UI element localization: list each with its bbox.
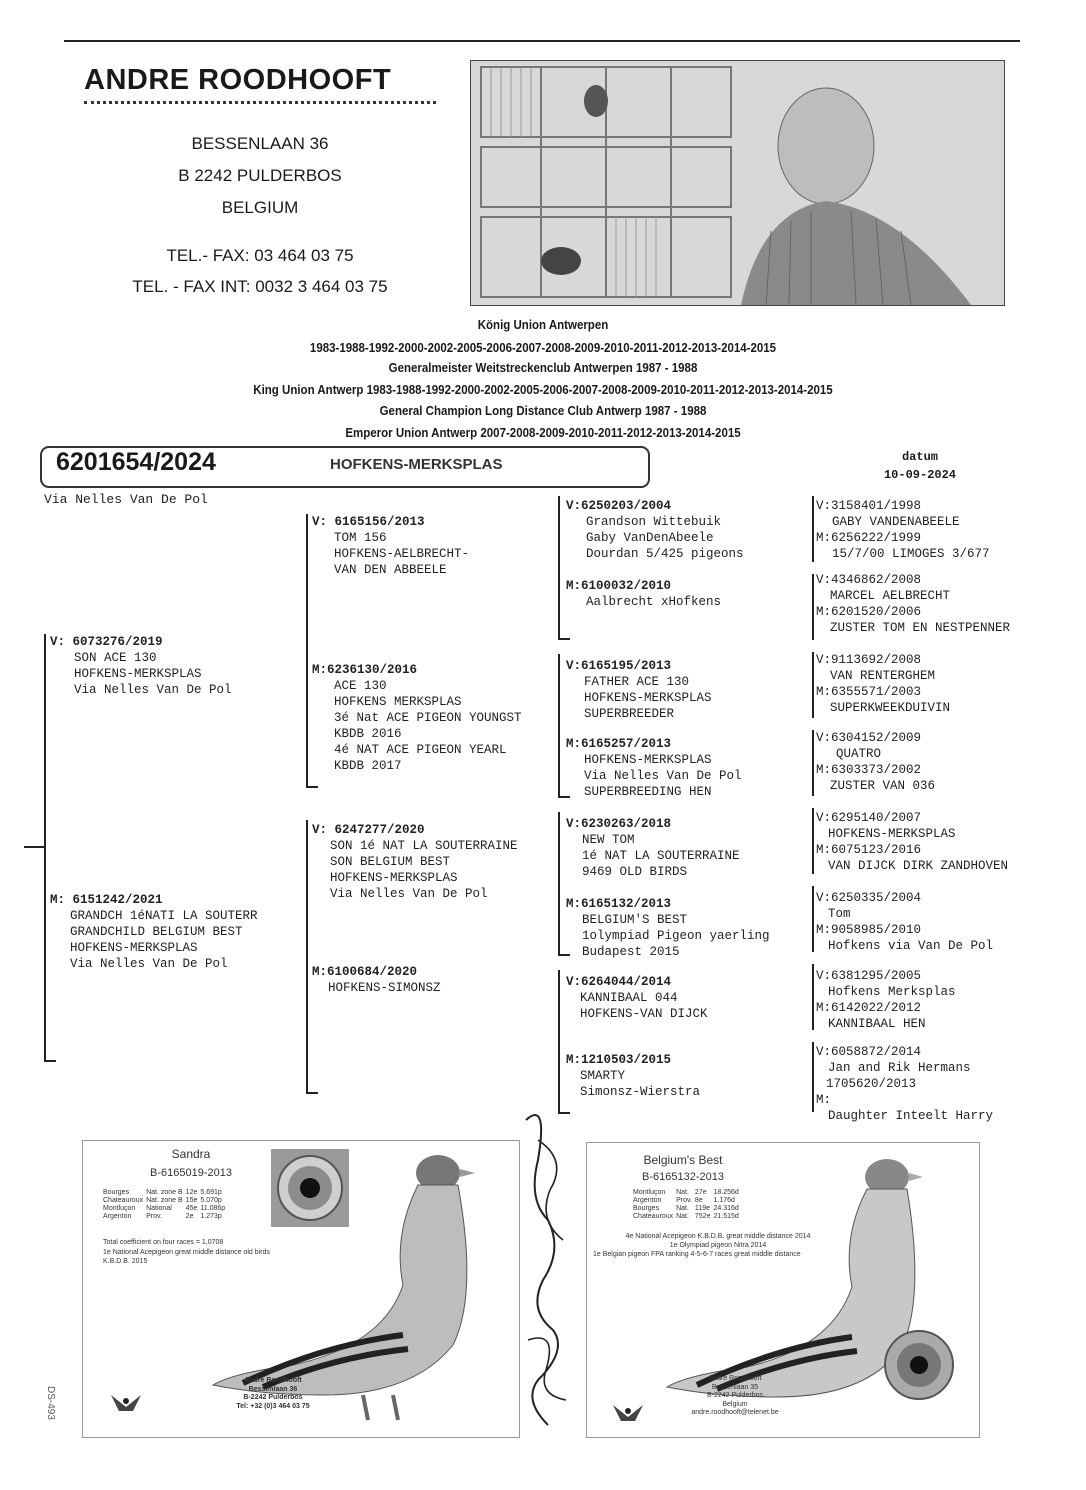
pigeon-note: Via Nelles Van De Pol [44,492,208,507]
gen2-line: 3é Nat ACE PIGEON YOUNGST [334,711,522,725]
gen1-sire [50,634,232,698]
gen2-dd [312,964,441,996]
gen3-line: HOFKENS-MERKSPLAS [584,691,712,705]
loft-name: HOFKENS-MERKSPLAS [330,456,503,473]
gen4-line: Hofkens Merksplas [828,985,956,999]
gen1-dam-line: HOFKENS-MERKSPLAS [70,941,198,955]
gen1-dam-line: GRANDCH 1éNATI LA SOUTERR [70,909,258,923]
gen2-line: KBDB 2017 [334,759,402,773]
gen4-line: 1705620/2013 [826,1077,917,1091]
gen2-line: HOFKENS-MERKSPLAS [330,871,458,885]
bracket-gen2-sire [306,514,308,786]
bracket-gen4-2 [812,574,814,640]
title-line-5: General Champion Long Distance Club Antwerp 1987 - 1988 [379,404,707,418]
address-city: B 2242 PULDERBOS [178,166,342,185]
gen4-line: M:6142022/2012 [816,1001,922,1015]
address-country: BELGIUM [221,198,299,217]
bracket-gen4-5 [812,808,814,874]
gen1-sire-ring: V: 6073276/2019 [50,635,163,649]
signature [508,1100,588,1430]
kbdb-logo-icon [611,1399,645,1429]
gen3-ring: V:6250203/2004 [566,499,672,513]
bracket-gen4-4 [812,730,814,796]
gen4-line: GABY VANDENABEELE [832,515,960,529]
gen3-line: FATHER ACE 130 [584,675,690,689]
gen3-ring: M:6100032/2010 [566,579,672,593]
side-code: DS-493 [45,1386,56,1420]
bracket-gen4-8 [812,1042,814,1112]
gen4-line: Hofkens via Van De Pol [828,939,994,953]
bracket-gen4-6 [812,886,814,952]
gen2-line: HOFKENS MERKSPLAS [334,695,462,709]
gen4-entry-1 [816,498,990,562]
gen2-sd [312,662,522,774]
gen4-entry-6 [816,890,993,954]
card-sandra-owner: Andre Roodhooft Bessenlaan 36 B-2242 Pulderbos Tel: +32 (0)3 464 03 75 [236,1377,310,1410]
gen4-line: V:6250335/2004 [816,891,922,905]
gen4-line: 15/7/00 LIMOGES 3/677 [832,547,990,561]
ring-number: 6201654/2024 [56,448,216,476]
gen3-entry-4 [566,736,742,800]
bracket-gen2-dam [306,820,308,1092]
gen4-line: VAN DIJCK DIRK ZANDHOVEN [828,859,1009,873]
gen1-sire-line: SON ACE 130 [74,651,157,665]
tick-gen1-end [44,1060,56,1062]
datum-block [880,448,960,484]
gen3-line: Budapest 2015 [582,945,680,959]
gen4-line: M:6201520/2006 [816,605,922,619]
gen3-line: 9469 OLD BIRDS [582,865,688,879]
gen2-ring: M:6100684/2020 [312,965,418,979]
breeder-name: ANDRE ROODHOOFT [84,64,392,96]
datum-label: datum [901,450,938,464]
gen3-line: Gaby VanDenAbeele [586,531,714,545]
card-bb-note3: 1e Belgian pigeon FPA ranking 4-5-6-7 races great middle distance [593,1251,801,1258]
bracket-gen4-3 [812,652,814,718]
address-street: BESSENLAAN 36 [191,134,329,153]
card-sandra-results: Bourges Nat. zone B 12e 5.691p Chateauroux Nat. zone B 15e 5.070p Montluçon National 45e 11.086p Argenton Prov. 2e 1.273p [103,1189,226,1220]
gen1-sire-line: HOFKENS-MERKSPLAS [74,667,202,681]
gen3-line: Dourdan 5/425 pigeons [586,547,744,561]
gen2-line: TOM 156 [334,531,387,545]
card-bb-name: Belgium's Best [643,1153,723,1167]
bracket-gen3-3 [558,812,560,954]
gen3-entry-6 [566,896,770,960]
gen3-entry-7 [566,974,708,1022]
tick-g3a [558,638,570,640]
gen4-entry-3 [816,652,950,716]
card-sandra-note1: Total coefficient on four races = 1,0708 [103,1239,224,1246]
gen4-line: M:6303373/2002 [816,763,922,777]
gen4-line: V:6295140/2007 [816,811,922,825]
tick-g2a [306,786,318,788]
gen2-line: KBDB 2016 [334,727,402,741]
gen4-line: V:6381295/2005 [816,969,922,983]
bracket-gen3-1 [558,496,560,638]
card-sandra-ring: B-6165019-2013 [150,1167,232,1179]
card-sandra-name: Sandra [171,1147,211,1161]
breeder-photo [470,60,1005,306]
gen4-line: ZUSTER TOM EN NESTPENNER [830,621,1011,635]
card-bb-note2: 1e Olympiad pigeon Nitra 2014 [669,1242,767,1249]
gen3-line: SUPERBREEDING HEN [584,785,712,799]
gen3-ring: M:6165257/2013 [566,737,672,751]
gen2-line: HOFKENS-AELBRECHT- [334,547,470,561]
gen4-line: M:6256222/1999 [816,531,922,545]
gen3-entry-3 [566,658,712,722]
bracket-gen4-1 [812,496,814,562]
gen4-entry-4 [816,730,935,794]
gen4-line: M: [816,1093,832,1107]
gen3-ring: M:1210503/2015 [566,1053,672,1067]
gen2-line: 4é NAT ACE PIGEON YEARL [334,743,507,757]
gen2-line: Via Nelles Van De Pol [330,887,488,901]
bracket-gen3-4 [558,970,560,1112]
top-rule [64,40,1020,42]
gen4-line: ZUSTER VAN 036 [830,779,936,793]
gen4-line: V:6304152/2009 [816,731,922,745]
gen4-line: HOFKENS-MERKSPLAS [828,827,956,841]
dotted-underline [84,101,436,104]
card-sandra-note2: 1e National Acepigeon great middle distance old birds K.B.D.B. 2015 [103,1249,270,1265]
gen4-line: V:9113692/2008 [816,653,922,667]
gen1-dam-ring: M: 6151242/2021 [50,893,163,907]
gen3-line: Via Nelles Van De Pol [584,769,742,783]
gen3-line: 1é NAT LA SOUTERRAINE [582,849,740,863]
gen4-line: KANNIBAAL HEN [828,1017,926,1031]
gen3-line: BELGIUM'S BEST [582,913,688,927]
gen2-ring: M:6236130/2016 [312,663,418,677]
bracket-gen4-7 [812,964,814,1030]
gen3-line: 1olympiad Pigeon yaerling [582,929,770,943]
gen3-ring: V:6165195/2013 [566,659,672,673]
phone-international: TEL. - FAX INT: 0032 3 464 03 75 [132,277,388,296]
gen2-line: SON BELGIUM BEST [330,855,451,869]
card-bb-note1: 4e National Acepigeon K.B.D.B. great middle distance 2014 [625,1233,811,1240]
gen2-line: VAN DEN ABBEELE [334,563,447,577]
gen2-ring: V: 6165156/2013 [312,515,425,529]
gen3-line: HOFKENS-MERKSPLAS [584,753,712,767]
kbdb-logo-icon [109,1389,143,1419]
gen4-line: Jan and Rik Hermans [828,1061,971,1075]
gen3-entry-1 [566,498,744,562]
gen3-entry-5 [566,816,740,880]
gen3-line: Aalbrecht xHofkens [586,595,722,609]
gen3-line: SUPERBREEDER [584,707,675,721]
gen3-ring: V:6264044/2014 [566,975,672,989]
gen3-line: SMARTY [580,1069,626,1083]
gen2-ring: V: 6247277/2020 [312,823,425,837]
gen4-line: Daughter Inteelt Harry [828,1109,994,1123]
gen2-line: ACE 130 [334,679,387,693]
gen4-line: VAN RENTERGHEM [830,669,936,683]
gen3-line: HOFKENS-VAN DIJCK [580,1007,708,1021]
gen4-line: V:3158401/1998 [816,499,922,513]
card-bb-results: Montluçon Nat. 27e 18.256d Argenton Prov. 8e 1.176d Bourges Nat. 119e 24.316d Chateauroux Nat. 752e 21.515d [633,1189,739,1220]
gen2-ss [312,514,469,578]
gen4-entry-8 [816,1044,993,1124]
title-line-4: King Union Antwerp 1983-1988-1992-2000-2002-2005-2006-2007-2008-2009-2010-2011-2012-2013-2014-2015 [253,383,833,397]
card-belgiums-best [586,1142,980,1438]
gen4-line: M:9058985/2010 [816,923,922,937]
datum-value: 10-09-2024 [883,468,956,482]
gen4-line: SUPERKWEEKDUIVIN [830,701,951,715]
card-bb-owner: Andre Roodhooft Bessenlaan 35 B-2242 Pulderbos Belgium andre.roodhooft@telenet.be [691,1375,779,1416]
gen4-entry-2 [816,572,1010,636]
gen2-line: HOFKENS-SIMONSZ [328,981,441,995]
title-line-1: König Union Antwerpen [477,318,609,332]
gen4-line: QUATRO [836,747,882,761]
gen4-line: M:6355571/2003 [816,685,922,699]
gen4-line: Tom [828,907,851,921]
title-line-2: 1983-1988-1992-2000-2002-2005-2006-2007-2008-2009-2010-2011-2012-2013-2014-2015 [309,341,777,355]
gen3-ring: M:6165132/2013 [566,897,672,911]
gen4-line: V:4346862/2008 [816,573,922,587]
card-bb-ring: B-6165132-2013 [642,1171,724,1183]
gen2-line: SON 1é NAT LA SOUTERRAINE [330,839,518,853]
gen3-line: NEW TOM [582,833,635,847]
gen1-dam-line: Via Nelles Van De Pol [70,957,228,971]
gen4-line: M:6075123/2016 [816,843,922,857]
gen4-line: V:6058872/2014 [816,1045,922,1059]
title-line-6: Emperor Union Antwerp 2007-2008-2009-2010-2011-2012-2013-2014-2015 [345,426,741,440]
tick-g2b [306,1092,318,1094]
gen3-entry-8 [566,1052,700,1100]
gen3-entry-2 [566,578,721,610]
phone-national: TEL.- FAX: 03 464 03 75 [166,246,354,265]
gen3-line: Simonsz-Wierstra [580,1085,701,1099]
gen2-ds [312,822,518,902]
gen4-entry-5 [816,810,1008,874]
gen1-dam [50,892,258,972]
gen1-sire-line: Via Nelles Van De Pol [74,683,232,697]
bracket-gen3-2 [558,654,560,796]
gen3-line: Grandson Wittebuik [586,515,722,529]
gen4-line: MARCEL AELBRECHT [830,589,951,603]
gen3-ring: V:6230263/2018 [566,817,672,831]
tick-root [24,846,46,848]
gen1-dam-line: GRANDCHILD BELGIUM BEST [70,925,243,939]
gen3-line: KANNIBAAL 044 [580,991,678,1005]
title-line-3: Generalmeister Weitstreckenclub Antwerpen 1987 - 1988 [388,361,698,375]
gen4-entry-7 [816,968,956,1032]
card-sandra [82,1140,520,1438]
